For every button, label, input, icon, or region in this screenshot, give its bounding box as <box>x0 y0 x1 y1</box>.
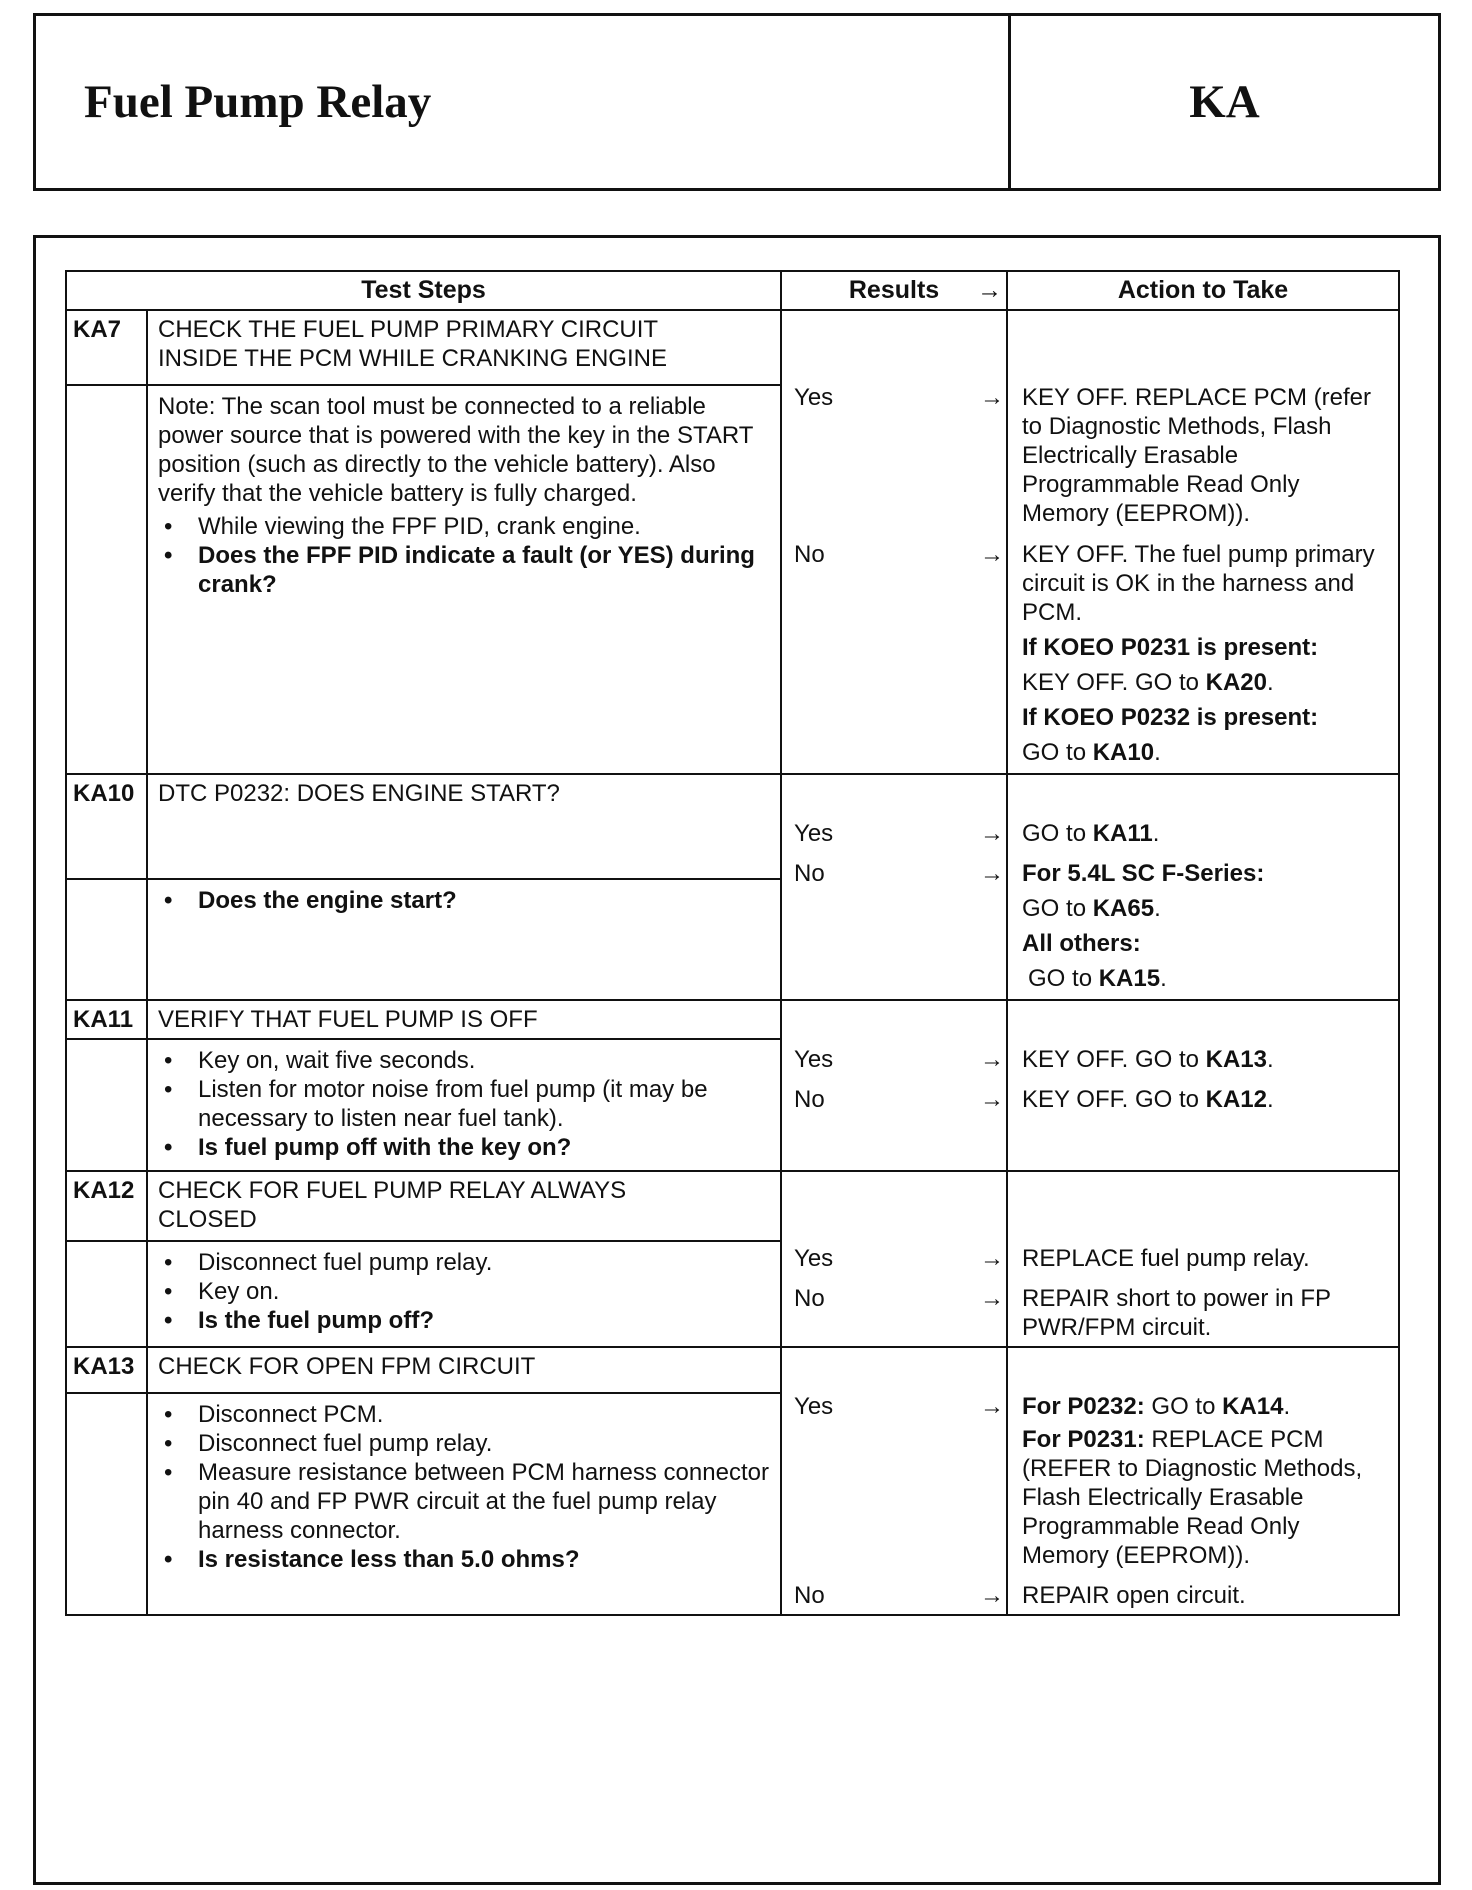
step-title <box>147 310 781 385</box>
step-title-line: CHECK THE FUEL PUMP PRIMARY CIRCUIT <box>158 316 659 343</box>
arrow-icon: → <box>980 1046 1005 1073</box>
step-body <box>147 1241 781 1347</box>
step-note: Note: The scan tool must be connected to a reliable power source that is powered with the key in the START position (such as directly to the vehicle battery). Also verify that the vehicle battery is fully charged. <box>158 393 753 508</box>
step-body <box>147 385 781 774</box>
step-title-row <box>66 774 1399 879</box>
condition: If KOEO P0232 is present: <box>1022 704 1319 731</box>
step-bullets <box>158 1046 770 1162</box>
page-title: Fuel Pump Relay <box>36 16 1011 188</box>
action-go: GO to KA10. <box>1022 739 1161 766</box>
step-id: KA11 <box>66 1000 147 1039</box>
condition: If KOEO P0231 is present: <box>1022 634 1319 661</box>
bullet-item: • Does the engine start? <box>158 886 770 915</box>
action-cell <box>1007 1347 1399 1615</box>
step-id: KA12 <box>66 1171 147 1241</box>
step-title-row <box>66 310 1399 385</box>
step-bullets <box>158 886 770 915</box>
results-cell <box>781 1347 1007 1615</box>
result-yes: Yes → <box>794 1393 1005 1420</box>
result-yes: Yes → <box>794 1046 1005 1073</box>
result-yes: Yes → <box>794 820 1005 847</box>
bullet-item: • Is the fuel pump off? <box>158 1306 770 1335</box>
col-header-results <box>781 271 1007 310</box>
arrow-icon: → <box>980 1285 1005 1312</box>
step-id: KA10 <box>66 774 147 879</box>
result-no: No → <box>794 541 1005 568</box>
result-yes: Yes → <box>794 1245 1005 1272</box>
action-go: GO to KA15. <box>1028 965 1167 992</box>
step-title: VERIFY THAT FUEL PUMP IS OFF <box>147 1000 781 1039</box>
action-no: KEY OFF. GO to KA12. <box>1022 1086 1274 1113</box>
bullet-item: • Disconnect fuel pump relay. <box>158 1429 770 1458</box>
results-cell <box>781 310 1007 774</box>
condition: All others: <box>1022 930 1141 957</box>
action-cell <box>1007 310 1399 774</box>
condition: For 5.4L SC F-Series: <box>1022 860 1265 887</box>
step-title: CHECK FOR OPEN FPM CIRCUIT <box>147 1347 781 1393</box>
action-yes: REPLACE fuel pump relay. <box>1022 1245 1310 1272</box>
action-yes: For P0232: GO to KA14. <box>1022 1393 1291 1420</box>
action-go: GO to KA65. <box>1022 895 1161 922</box>
arrow-icon: → <box>980 1245 1005 1272</box>
step-title-line: CLOSED <box>158 1206 257 1233</box>
result-no: No → <box>794 1285 1005 1312</box>
bullet-item: • While viewing the FPF PID, crank engine. <box>158 512 770 541</box>
bullet-item: • Listen for motor noise from fuel pump (it may be necessary to listen near fuel tank). <box>158 1075 770 1133</box>
table-header-row <box>66 271 1399 310</box>
arrow-icon: → <box>980 1582 1005 1609</box>
bullet-item: • Disconnect PCM. <box>158 1400 770 1429</box>
arrow-icon: → <box>980 860 1005 887</box>
action-no: REPAIR open circuit. <box>1022 1582 1246 1609</box>
results-cell <box>781 774 1007 1000</box>
step-body <box>147 879 781 1000</box>
page-header <box>33 13 1441 191</box>
bullet-item: • Is fuel pump off with the key on? <box>158 1133 770 1162</box>
test-steps-table <box>65 270 1400 1616</box>
action-go: KEY OFF. GO to KA20. <box>1022 669 1274 696</box>
arrow-icon: → <box>980 1393 1005 1420</box>
result-no: No → <box>794 860 1005 887</box>
bullet-item: • Key on, wait five seconds. <box>158 1046 770 1075</box>
arrow-icon: → <box>980 541 1005 568</box>
step-title-row <box>66 1000 1399 1039</box>
step-bullets <box>158 1248 770 1335</box>
results-cell <box>781 1171 1007 1347</box>
action-yes: KEY OFF. GO to KA13. <box>1022 1046 1274 1073</box>
action-yes-alt: For P0231: REPLACE PCM (REFER to Diagnostic Methods, Flash Electrically Erasable Programmable Read Only Memory (EEPROM)). <box>1022 1426 1363 1569</box>
step-title-row <box>66 1171 1399 1241</box>
step-title-row <box>66 1347 1399 1393</box>
step-id: KA7 <box>66 310 147 385</box>
action-cell <box>1007 1171 1399 1347</box>
step-title-line: CHECK FOR FUEL PUMP RELAY ALWAYS <box>158 1177 627 1204</box>
action-no: REPAIR short to power in FP PWR/FPM circuit. <box>1022 1285 1331 1341</box>
col-header-action: Action to Take <box>1007 271 1399 310</box>
action-cell <box>1007 774 1399 1000</box>
result-yes: Yes → <box>794 384 1005 411</box>
bullet-item: • Does the FPF PID indicate a fault (or YES) during crank? <box>158 541 770 599</box>
action-yes: GO to KA11. <box>1022 820 1160 847</box>
action-no: KEY OFF. The fuel pump primary circuit is OK in the harness and PCM. <box>1022 541 1375 626</box>
results-label: Results <box>848 276 940 304</box>
arrow-icon: → <box>977 276 1003 304</box>
step-title: DTC P0232: DOES ENGINE START? <box>147 774 781 879</box>
bullet-item: • Key on. <box>158 1277 770 1306</box>
section-code: KA <box>1189 76 1260 128</box>
step-bullets <box>158 1400 770 1574</box>
step-title-line: INSIDE THE PCM WHILE CRANKING ENGINE <box>158 345 667 372</box>
result-no: No → <box>794 1086 1005 1113</box>
bullet-item: • Measure resistance between PCM harness connector pin 40 and FP PWR circuit at the fuel pump relay harness connector. <box>158 1458 770 1545</box>
step-body <box>147 1039 781 1171</box>
step-title <box>147 1171 781 1241</box>
bullet-item: • Is resistance less than 5.0 ohms? <box>158 1545 770 1574</box>
col-header-test-steps: Test Steps <box>66 271 781 310</box>
bullet-item: • Disconnect fuel pump relay. <box>158 1248 770 1277</box>
arrow-icon: → <box>980 820 1005 847</box>
arrow-icon: → <box>980 1086 1005 1113</box>
action-cell <box>1007 1000 1399 1171</box>
arrow-icon: → <box>980 384 1005 411</box>
action-yes: KEY OFF. REPLACE PCM (refer to Diagnostic Methods, Flash Electrically Erasable Programmable Read Only Memory (EEPROM)). <box>1022 384 1371 527</box>
step-body <box>147 1393 781 1615</box>
result-no: No → <box>794 1582 1005 1609</box>
step-bullets <box>158 512 770 599</box>
step-id: KA13 <box>66 1347 147 1393</box>
results-cell <box>781 1000 1007 1171</box>
